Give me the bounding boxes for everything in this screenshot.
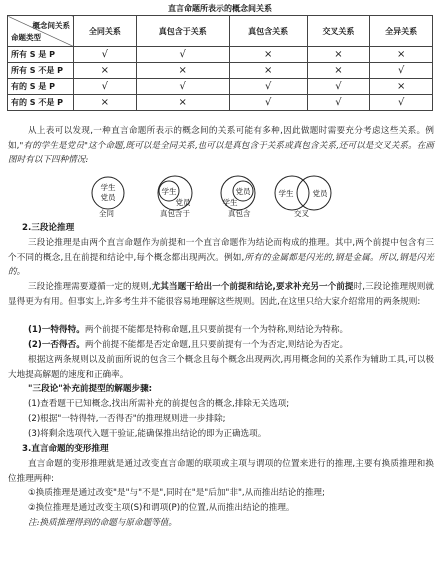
para2b-start: 三段论推理需要遵循一定的规则, <box>28 282 152 292</box>
step-item: (1)查看题干已知概念,找出所需补充的前提包含的概念,排除无关选项; <box>28 399 290 409</box>
diagram-label-included-in: 真包含于 <box>160 209 190 218</box>
label-member: 党员 <box>100 193 116 202</box>
table-row <box>8 95 433 111</box>
table-cell: × <box>229 47 307 63</box>
para1-text: 从上表可以发现,一种直言命题所表示的概念间的关系可能有多种,因此做题时需要充分考虑这些关系。例如, <box>8 126 434 151</box>
table-cell: √ <box>136 79 229 95</box>
table-cell: √ <box>307 95 370 111</box>
rule-1 <box>8 323 434 338</box>
corner-bottom-label: 命题类型 <box>11 33 41 42</box>
table-cell: √ <box>229 95 307 111</box>
section-2-heading: 2.三段论推理 <box>22 223 75 233</box>
para2a-text: 三段论推理是由两个直言命题作为前提和一个直言命题作为结论而构成的推理。其中,两个前提中包含有三个不同的概念,且在前提和结论中,每个概念都出现两次。例如, <box>8 238 434 263</box>
para1-italic-text: "有的学生是党员"这个命题,既可以是全同关系,也可以是真包含于关系或真包含关系,还可以是交叉关系。在画图时有以下四种情况: <box>8 140 434 165</box>
label-member: 党员 <box>312 189 328 198</box>
paragraph-relations <box>8 124 434 168</box>
table-cell: × <box>370 47 433 63</box>
table-cell: × <box>136 95 229 111</box>
rule1-title: (1)一特得特。 <box>28 325 85 335</box>
table-cell: √ <box>307 79 370 95</box>
venn-diagrams <box>0 174 440 216</box>
label-student: 学生 <box>278 189 294 198</box>
table-cell: × <box>74 63 137 79</box>
table-row <box>8 79 433 95</box>
label-student: 学生 <box>100 183 116 192</box>
venn-svg <box>0 174 440 216</box>
table-cell: × <box>136 63 229 79</box>
table-cell: × <box>229 63 307 79</box>
table-cell: √ <box>74 47 137 63</box>
row-header: 所有 S 不是 P <box>8 63 74 79</box>
table-header-row <box>8 16 433 47</box>
column-header: 全异关系 <box>370 16 433 47</box>
table-corner-cell <box>8 16 74 47</box>
row-header: 有的 S 是 P <box>8 79 74 95</box>
para2b-bold: 尤其当题干给出一个前提和结论,要求补充另一个前提 <box>151 282 354 292</box>
para2a-italic-text: 所有的金属都是闪光的,钢是金属。所以,钢是闪光的。 <box>8 252 434 277</box>
rule2-title: (2)一否得否。 <box>28 340 85 350</box>
column-header: 全同关系 <box>74 16 137 47</box>
corner-top-label: 概念间关系 <box>32 21 70 30</box>
rule1-text: 两个前提不能都是特称命题,且只要前提有一个为特称,则结论为特称。 <box>84 325 349 335</box>
table-cell: √ <box>136 47 229 63</box>
paragraph-syllogism <box>8 236 434 280</box>
row-header: 所有 S 是 P <box>8 47 74 63</box>
diagram-label-intersect: 交叉 <box>294 209 309 218</box>
table-cell: √ <box>74 79 137 95</box>
label-student: 学生 <box>222 198 238 207</box>
step-item: (3)将剩余选项代入题干验证,能确保推出结论的即为正确选项。 <box>28 429 267 439</box>
table-cell: × <box>74 95 137 111</box>
label-student: 学生 <box>161 187 177 196</box>
row-header: 有的 S 不是 P <box>8 95 74 111</box>
table-cell: √ <box>370 95 433 111</box>
label-member: 党员 <box>175 198 191 207</box>
table-cell: × <box>307 47 370 63</box>
table-cell: × <box>307 63 370 79</box>
paragraph-rules-intro <box>8 280 434 309</box>
paragraph-transformation: 直言命题的变形推理就是通过改变直言命题的联项或主项与谓项的位置来进行的推理,主要有换质推理和换位推理两种: <box>8 459 434 484</box>
diagram-label-includes: 真包含 <box>228 209 251 218</box>
column-header: 真包含关系 <box>229 16 307 47</box>
steps-heading: "三段论"补充前提型的解题步骤: <box>28 384 153 394</box>
step-item: (2)根据"一特得特,一否得否"的推理规则进一步排除; <box>28 414 226 424</box>
rule-2 <box>8 338 434 353</box>
column-header: 真包含于关系 <box>136 16 229 47</box>
para2b-end: 时,三段论推理规则就显得更为有用。但事实上,许多考生并不能很容易地理解这些规则。因此,在这里只给大家介绍常用的两条规则: <box>8 282 435 307</box>
note: 注:换质推理得到的命题与原命题等值。 <box>28 518 177 528</box>
label-member: 党员 <box>235 187 251 196</box>
table-row <box>8 47 433 63</box>
table-cell: √ <box>229 79 307 95</box>
column-header: 交叉关系 <box>307 16 370 47</box>
transformation-item: ①换质推理是通过改变"是"与"不是",同时在"是"后加"非",从而推出结论的推理; <box>28 488 325 498</box>
transformation-item: ②换位推理是通过改变主项(S)和谓项(P)的位置,从而推出结论的推理。 <box>28 503 295 513</box>
table-cell: √ <box>370 63 433 79</box>
paragraph-rule-usage: 根据这两条规则以及前面所说的包含三个概念且每个概念出现两次,再用概念间的关系作为辅助工具,可以极大地提高解题的速度和正确率。 <box>8 355 434 380</box>
table-cell: × <box>370 79 433 95</box>
relation-table <box>7 15 433 111</box>
table-row <box>8 63 433 79</box>
section-3-heading: 3.直言命题的变形推理 <box>22 444 109 454</box>
diagram-label-identity: 全同 <box>99 209 114 218</box>
table-title: 直言命题所表示的概念间关系 <box>168 4 272 13</box>
rule2-text: 两个前提不能都是否定命题,且只要前提有一个为否定,则结论为否定。 <box>84 340 349 350</box>
